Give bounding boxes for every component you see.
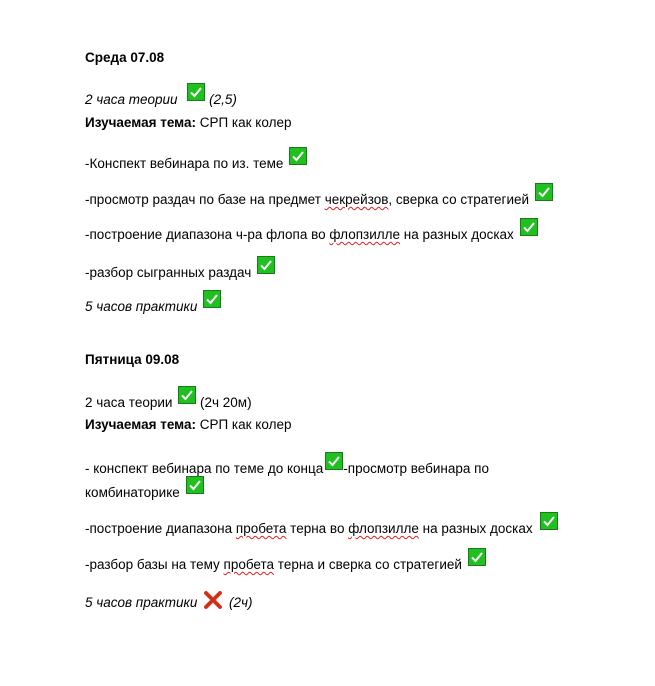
fri-theory-line — [85, 386, 252, 413]
wed-theory-note: (2,5) — [209, 92, 237, 107]
fri-item-2-pre: -построение диапазона — [85, 521, 236, 536]
wed-item-1 — [85, 147, 307, 174]
check-mark-icon — [203, 290, 221, 308]
wed-topic-line — [85, 113, 291, 133]
fri-theory-text: 2 часа теории — [85, 395, 173, 410]
wed-practice-text: 5 часов практики — [85, 299, 198, 314]
wed-topic-value: СРП как колер — [195, 115, 292, 130]
fri-theory-note: (2ч 20м) — [199, 395, 252, 410]
wed-item-3 — [85, 218, 538, 245]
fri-practice-text: 5 часов практики — [85, 595, 198, 610]
wed-item-3-pre: -построение диапазона ч-ра флопа во — [85, 227, 330, 242]
wed-heading: Среда 07.08 — [85, 50, 165, 65]
fri-item-1-cont — [85, 476, 204, 503]
wed-item-3-post: на разных досках — [400, 227, 514, 242]
fri-item-2 — [85, 512, 558, 539]
fri-heading: Пятница 09.08 — [85, 352, 180, 367]
check-mark-icon — [289, 147, 307, 165]
wed-item-2-pre: -просмотр раздач по базе на предмет — [85, 192, 325, 207]
fri-item-2-misspelled-2: флопзилле — [348, 521, 419, 536]
fri-topic-label: Изучаемая тема: — [85, 417, 196, 432]
fri-topic-line — [85, 415, 291, 435]
check-mark-icon — [325, 452, 343, 470]
wed-theory-line — [85, 83, 237, 110]
wed-topic-label: Изучаемая тема: — [85, 115, 196, 130]
fri-item-3-post: терна и сверка со стратегией — [274, 557, 462, 572]
wed-theory-text: 2 часа теории — [85, 92, 178, 107]
wed-item-2-post: , сверка со стратегией — [388, 192, 530, 207]
wed-item-1-text: -Конспект вебинара по из. теме — [85, 156, 284, 171]
fri-practice-line — [85, 590, 252, 613]
wed-item-4 — [85, 256, 275, 283]
check-mark-icon — [535, 183, 553, 201]
fri-item-3-misspelled: пробета — [223, 557, 275, 572]
check-mark-icon — [186, 476, 204, 494]
check-mark-icon — [540, 512, 558, 530]
fri-item-2-mid: терна во — [286, 521, 349, 536]
fri-item-1-text-c: комбинаторике — [85, 485, 180, 500]
fri-topic-value: СРП как колер — [195, 417, 292, 432]
wed-item-2-misspelled: чекрейзов — [324, 192, 389, 207]
fri-item-1 — [85, 452, 489, 479]
fri-item-3-pre: -разбор базы на тему — [85, 557, 224, 572]
check-mark-icon — [520, 218, 538, 236]
fri-item-2-post: на разных досках — [418, 521, 533, 536]
check-mark-icon — [178, 386, 196, 404]
fri-item-1-text-a: - конспект вебинара по теме до конца — [85, 461, 324, 476]
wed-practice-line — [85, 290, 221, 317]
check-mark-icon — [187, 83, 205, 101]
wed-item-4-text: -разбор сыгранных раздач — [85, 265, 252, 280]
fri-item-3 — [85, 548, 486, 575]
wed-item-2 — [85, 183, 553, 210]
wed-item-3-misspelled: флопзилле — [329, 227, 401, 242]
check-mark-icon — [468, 548, 486, 566]
fri-item-1-text-b: -просмотр вебинара по — [343, 461, 489, 476]
cross-mark-icon — [203, 590, 223, 610]
fri-item-2-misspelled-1: пробета — [235, 521, 287, 536]
fri-practice-note: (2ч) — [228, 595, 253, 610]
check-mark-icon — [257, 256, 275, 274]
